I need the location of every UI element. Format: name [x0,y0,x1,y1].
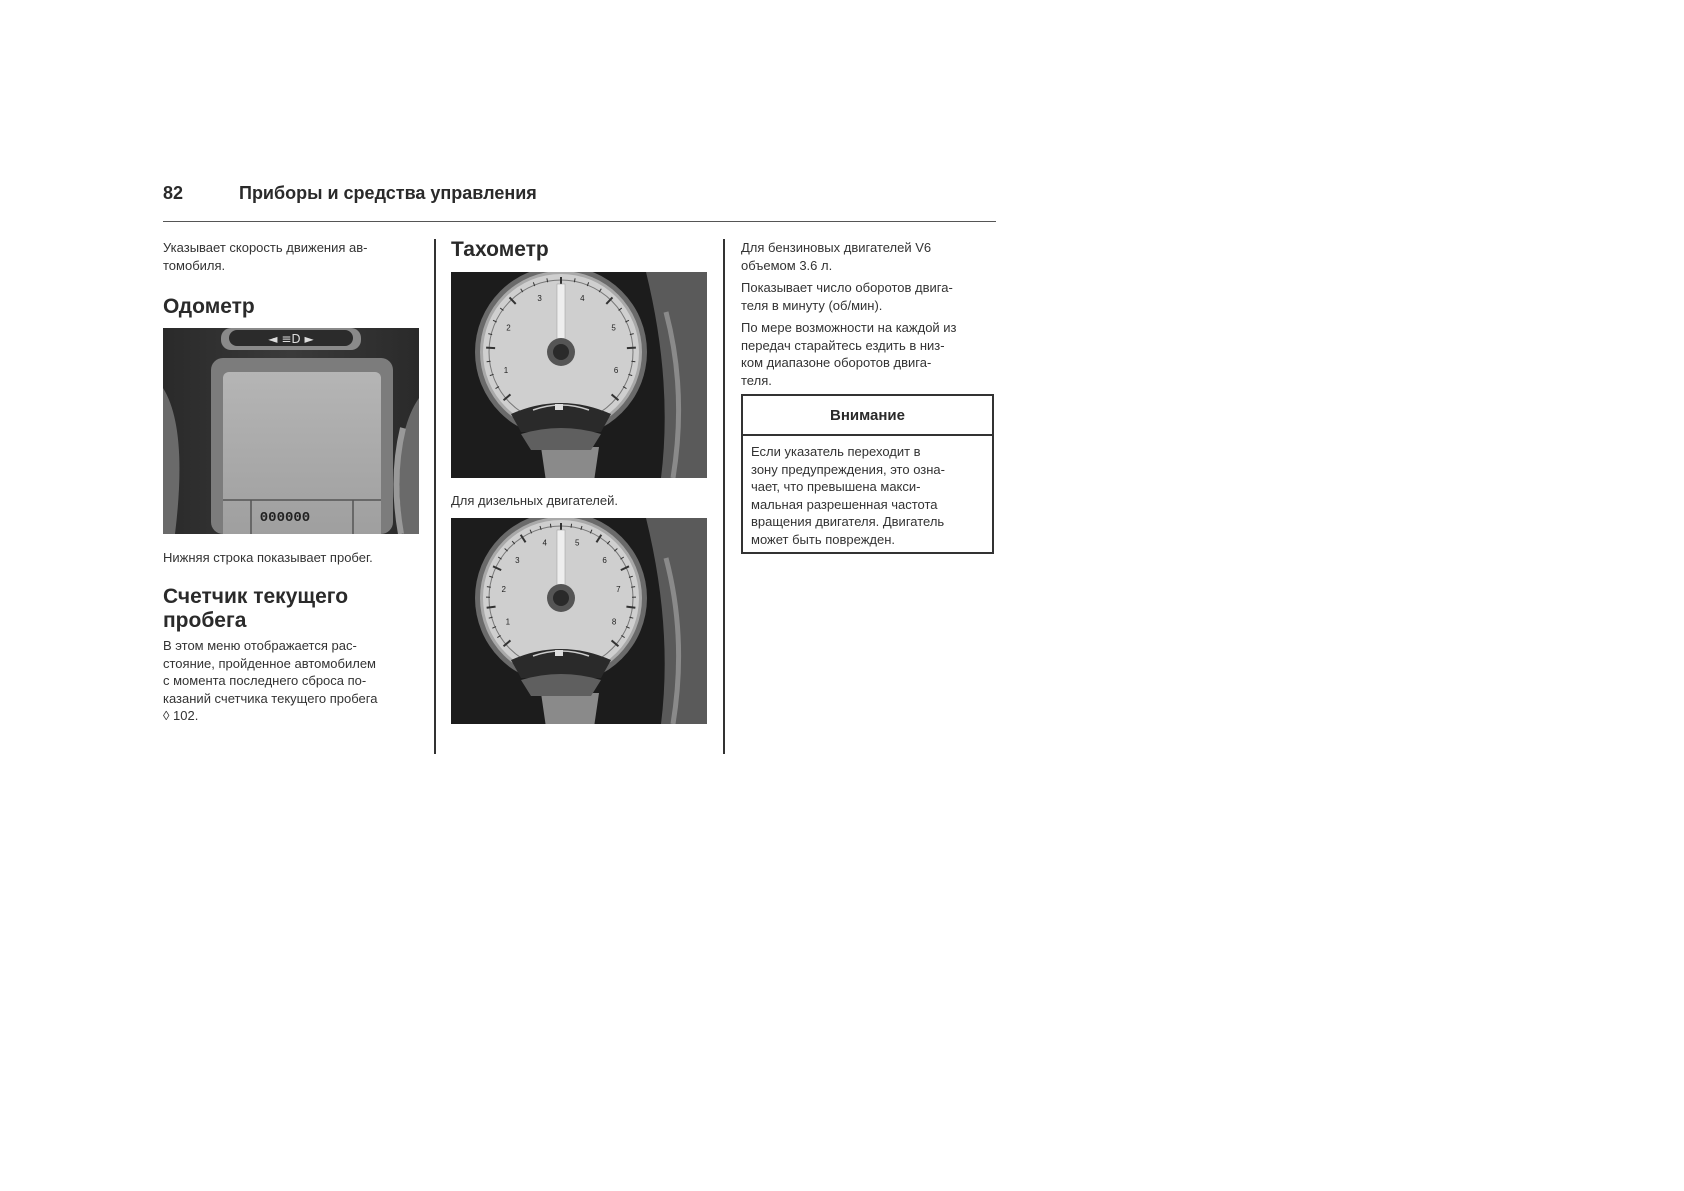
column-divider-left [434,239,436,754]
diesel-caption: Для дизельных двигателей. [451,493,618,508]
trip-meter-text: В этом меню отображается рас- стояние, пройденное автомобилем с момента последнего сброса по- казаний счетчика текущего пробега ◊ 102. [163,638,378,723]
tachometer-diesel-image [451,518,707,724]
page-number: 82 [163,183,184,203]
column-divider-right [723,239,725,754]
tachometer-scale-label: 6 [602,555,607,565]
svg-text:◄ ≡D ►: ◄ ≡D ► [268,332,314,346]
odometer-caption: Нижняя строка показывает пробег. [163,550,373,565]
tachometer-scale-label: 7 [616,585,621,595]
warning-title: Внимание [743,396,992,436]
speedometer-text: Указывает скорость движения ав- томобиля. [163,240,368,273]
odometer-reading: 000000 [259,510,311,526]
trip-meter-heading: Счетчик текущего пробега [163,585,349,632]
tachometer-scale-label: 8 [611,617,617,627]
tachometer-scale-label: 5 [611,323,616,333]
warning-text: Если указатель переходит в зону предупреждения, это озна- чает, что превышена макси- мальная разрешенная частота вращения двигателя. Двигатель может быть поврежден. [751,444,945,547]
warning-box [741,394,994,554]
tachometer-heading: Тахометр [451,238,549,261]
tachometer-scale-label: 5 [575,538,580,548]
odometer-heading: Одометр [163,295,255,318]
rpm-description-text: Показывает число оборотов двига- теля в минуту (об/мин). [741,280,953,313]
odometer-image [163,328,419,534]
tachometer-scale-label: 2 [501,585,506,595]
tachometer-scale-label: 3 [537,294,542,304]
tachometer-petrol-image [451,272,707,478]
section-title: Приборы и средства управления [239,183,537,203]
tachometer-scale-label: 1 [503,366,509,376]
tachometer-scale-label: 6 [613,366,619,376]
petrol-engine-text: Для бензиновых двигателей V6 объемом 3.6 л. [741,240,932,273]
tachometer-scale-label: 3 [515,555,520,565]
tachometer-scale-label: 4 [580,294,585,304]
tachometer-scale-label: 2 [506,323,511,333]
tachometer-scale-label: 1 [505,617,511,627]
header-rule [163,221,996,222]
tachometer-scale-label: 4 [542,538,547,548]
driving-advice-text: По мере возможности на каждой из передач старайтесь ездить в низ- ком диапазоне оборотов двига- теля. [741,320,957,388]
